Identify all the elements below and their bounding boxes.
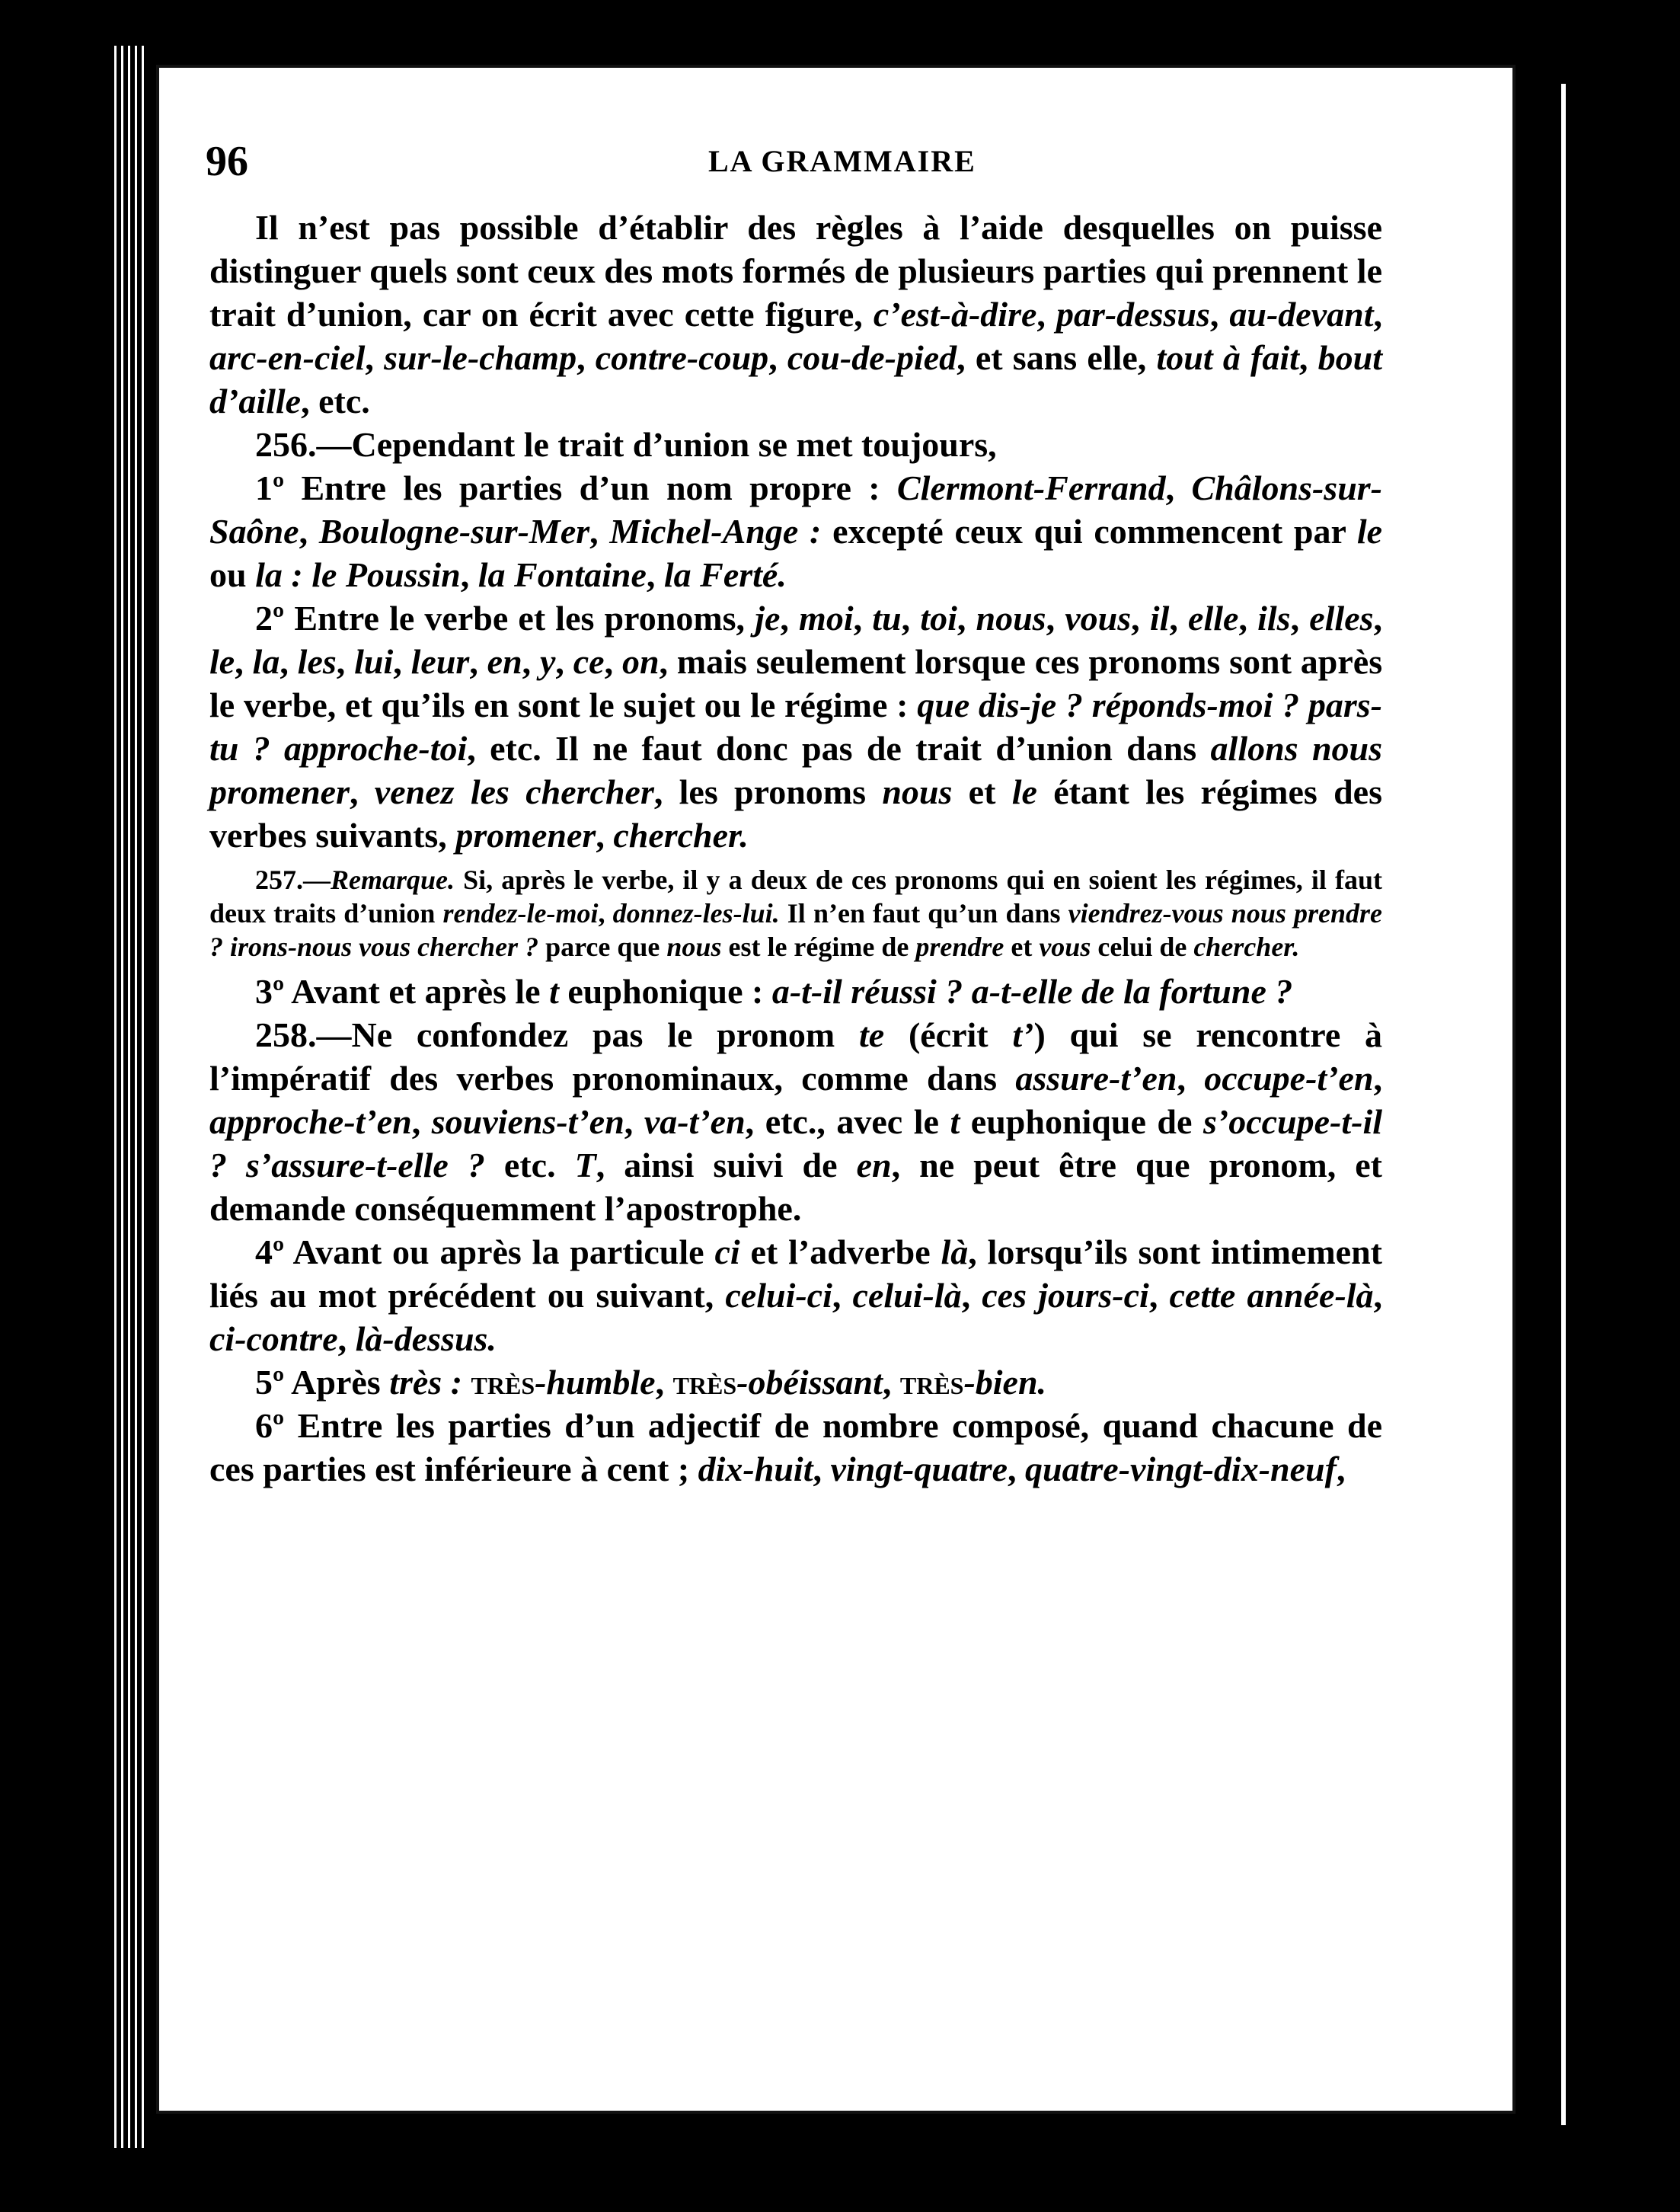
italic-text: au-devant — [1229, 295, 1374, 334]
text-run: , — [646, 555, 664, 594]
italic-text: va-t’en — [644, 1102, 746, 1141]
text-run: 5º Après — [255, 1363, 390, 1402]
text-run: etc. — [484, 1146, 575, 1184]
italic-text: prendre — [915, 932, 1004, 962]
italic-text: Clermont-Ferrand — [896, 468, 1166, 507]
text-run: , — [853, 599, 873, 638]
italic-text: occupe-t’en — [1204, 1059, 1374, 1098]
text-run: , — [337, 1319, 356, 1358]
paragraph-rule-2 — [209, 596, 1382, 857]
text-run: , — [336, 642, 355, 681]
text-run: , — [1238, 599, 1258, 638]
italic-text: venez les chercher — [374, 772, 654, 811]
italic-text: contre-coup — [595, 338, 769, 377]
text-run: , mais seulement lorsque ces pronoms sont après le verbe, et qu’ils en sont le sujet ou le régime : — [209, 642, 1383, 724]
italic-text: lui — [354, 642, 394, 681]
text-run: 6º Entre les parties d’un adjectif de nombre composé, quand chacune de ces parties est inférieure à cent ; — [209, 1406, 1382, 1488]
italic-text: leur — [410, 642, 470, 681]
italic-text: le — [1356, 512, 1383, 551]
italic-text: donnez-les-lui. — [612, 898, 780, 929]
page-header — [206, 137, 1394, 198]
italic-text: chercher. — [1193, 932, 1300, 962]
text-run: parce que — [538, 932, 667, 962]
italic-text: en — [487, 642, 522, 681]
italic-text: très : — [389, 1363, 463, 1402]
text-run: euphonique de — [960, 1102, 1203, 1141]
text-run: , lorsqu’ils sont intimement liés au mot précédent ou suivant, — [209, 1232, 1382, 1315]
text-run: , — [235, 642, 253, 681]
text-run: , — [1336, 1450, 1346, 1488]
text-run: , — [577, 338, 596, 377]
italic-text: viendrez-vous nous prendre ? irons-nous vous chercher ? — [209, 898, 1382, 962]
italic-text: -humble — [535, 1363, 656, 1402]
italic-text: que dis-je ? réponds-moi ? pars-tu ? approche-toi — [209, 686, 1382, 768]
page-body — [209, 206, 1382, 1491]
italic-text: Boulogne-sur-Mer — [318, 512, 590, 551]
italic-text: dix-huit — [698, 1450, 813, 1488]
text-run: , — [1373, 295, 1383, 334]
italic-text: nous — [882, 772, 953, 811]
italic-text: souviens-t’en — [431, 1102, 624, 1141]
text-run: 4º Avant ou après la particule — [255, 1232, 715, 1271]
paragraph-256 — [209, 423, 1382, 466]
italic-text: celui-ci — [725, 1276, 832, 1315]
italic-text: toi — [920, 599, 957, 638]
text-run: , — [555, 642, 573, 681]
italic-text: celui-là — [852, 1276, 962, 1315]
text-run: , — [1373, 1059, 1383, 1098]
italic-text: c’est-à-dire — [873, 295, 1037, 334]
text-run: , — [469, 642, 487, 681]
italic-text: Remarque. — [331, 865, 455, 895]
italic-text: promener — [455, 816, 596, 855]
text-run: , — [460, 555, 478, 594]
text-run: 1º Entre les parties d’un nom propre : — [255, 468, 897, 507]
text-run: , — [1008, 1450, 1026, 1488]
text-run: 2º Entre le verbe et les pronoms, — [255, 599, 755, 638]
text-run — [462, 1363, 471, 1402]
text-run: ) qui se rencontre à l’impératif des verbes pronominaux, comme dans — [209, 1015, 1382, 1098]
text-run: , — [365, 338, 385, 377]
italic-text: je — [755, 599, 781, 638]
text-run: , — [832, 1276, 853, 1315]
italic-text: a-t-il réussi ? a-t-elle de la fortune ? — [771, 972, 1293, 1011]
italic-text: t’ — [1012, 1015, 1034, 1054]
italic-text: là-dessus. — [355, 1319, 497, 1358]
text-run: 256.—Cependant le trait d’union se met toujours, — [255, 425, 997, 464]
italic-text: quatre-vingt-dix-neuf — [1025, 1450, 1337, 1488]
italic-text: tu — [872, 599, 902, 638]
italic-text: la Fontaine — [477, 555, 647, 594]
text-run: excepté ceux qui commencent par — [821, 512, 1357, 551]
text-run: celui de — [1091, 932, 1194, 962]
text-run: , les pronoms — [653, 772, 883, 811]
italic-text: là — [941, 1232, 969, 1271]
italic-text: cette année-là — [1169, 1276, 1374, 1315]
text-run: Il n’en faut qu’un dans — [779, 898, 1068, 929]
italic-text: chercher. — [613, 816, 749, 855]
italic-text: vous — [1065, 599, 1132, 638]
text-run: , — [1298, 338, 1318, 377]
italic-text: -obéissant — [736, 1363, 883, 1402]
text-run: (écrit — [884, 1015, 1013, 1054]
italic-text: t — [549, 972, 559, 1011]
text-run: , — [604, 642, 622, 681]
text-run: ou — [209, 555, 256, 594]
text-run: , — [655, 1363, 673, 1402]
text-run: , — [901, 599, 921, 638]
italic-text: tout à fait — [1156, 338, 1299, 377]
italic-text: par-dessus — [1056, 295, 1210, 334]
text-run: , — [624, 1102, 644, 1141]
italic-text: -bien. — [963, 1363, 1047, 1402]
text-run: , — [596, 816, 614, 855]
italic-text: cou-de-pied — [787, 338, 957, 377]
text-run: , — [1209, 295, 1230, 334]
italic-text: y — [540, 642, 556, 681]
text-run: , — [957, 599, 976, 638]
text-run: , — [411, 1102, 432, 1141]
small-caps-text: très — [899, 1363, 964, 1402]
italic-text: allons nous promener — [209, 729, 1383, 811]
italic-text: nous — [666, 932, 722, 962]
italic-text: Châlons-sur-Saône — [209, 468, 1383, 551]
italic-text: Michel-Ange : — [609, 512, 822, 551]
italic-text: nous — [976, 599, 1046, 638]
text-run: , — [961, 1276, 982, 1315]
paragraph-rule-3 — [209, 970, 1382, 1013]
paragraph-rule-1 — [209, 466, 1382, 596]
italic-text: elle — [1188, 599, 1239, 638]
text-run: , — [1290, 599, 1310, 638]
italic-text: arc-en-ciel — [209, 338, 366, 377]
text-run: , ne peut être que pronom, et demande conséquemment l’apostrophe. — [209, 1146, 1382, 1228]
text-run: , ainsi suivi de — [596, 1146, 857, 1184]
text-run: , — [350, 772, 375, 811]
paragraph-257-remark — [209, 863, 1382, 964]
italic-text: t — [950, 1102, 960, 1141]
text-run: , — [393, 642, 411, 681]
italic-text: T — [574, 1146, 596, 1184]
italic-text: la : le Poussin — [255, 555, 461, 594]
text-run: est le régime de — [721, 932, 916, 962]
text-run: , — [1177, 1059, 1205, 1098]
italic-text: elles — [1309, 599, 1374, 638]
italic-text: en — [856, 1146, 892, 1184]
text-run: , — [522, 642, 540, 681]
italic-text: assure-t’en — [1015, 1059, 1177, 1098]
text-run: , — [1169, 599, 1189, 638]
italic-text: vous — [1039, 932, 1091, 962]
text-run: Il n’est pas possible d’établir des règles à l’aide desquelles on puisse distinguer quels sont ceux des mots formés de plusieurs parties qui prennent le trait d’union, car on écrit avec cette figure, — [209, 208, 1382, 334]
text-run: 257.— — [255, 865, 331, 895]
italic-text: la Ferté. — [663, 555, 787, 594]
text-run: , — [1165, 468, 1192, 507]
paragraph-rule-6 — [209, 1404, 1382, 1491]
text-run: , etc. Il ne faut donc pas de trait d’union dans — [467, 729, 1211, 768]
italic-text: ci-contre — [209, 1319, 338, 1358]
italic-text: te — [858, 1015, 885, 1054]
text-run: , — [1036, 295, 1056, 334]
small-caps-text: très — [672, 1363, 737, 1402]
text-run: , etc., avec le — [745, 1102, 950, 1141]
text-run: , — [780, 599, 800, 638]
text-run: Si, après le verbe, il y a deux de ces pronoms qui en soient les régimes, il faut deux traits d’union — [209, 865, 1382, 929]
page-stack-edge — [114, 46, 146, 2148]
text-run: et — [952, 772, 1012, 811]
text-run: , — [589, 512, 610, 551]
text-run: , — [882, 1363, 900, 1402]
italic-text: moi — [799, 599, 854, 638]
text-run: , — [1046, 599, 1065, 638]
text-run: et — [1004, 932, 1040, 962]
text-run: , — [279, 642, 298, 681]
text-run: , — [299, 512, 319, 551]
italic-text: ils — [1257, 599, 1291, 638]
text-run: , — [813, 1450, 831, 1488]
scan-border — [1523, 0, 1680, 2212]
text-run: , — [598, 898, 613, 929]
text-run: 258.—Ne confondez pas le pronom — [255, 1015, 859, 1054]
italic-text: approche-t’en — [209, 1102, 412, 1141]
italic-text: ce — [573, 642, 605, 681]
italic-text: s’occupe-t-il ? s’assure-t-elle ? — [209, 1102, 1382, 1184]
text-run: , et sans elle, — [957, 338, 1157, 377]
text-run: , — [1373, 1276, 1383, 1315]
text-run: , — [1373, 599, 1383, 638]
italic-text: le — [209, 642, 235, 681]
paragraph-258 — [209, 1013, 1382, 1230]
small-caps-text: très — [471, 1363, 535, 1402]
italic-text: sur-le-champ — [384, 338, 577, 377]
text-run: et l’adverbe — [739, 1232, 941, 1271]
text-run: euphonique : — [558, 972, 772, 1011]
italic-text: la — [252, 642, 280, 681]
italic-text: vingt-quatre — [830, 1450, 1008, 1488]
paragraph-rule-5 — [209, 1360, 1382, 1404]
text-run: , — [768, 338, 787, 377]
italic-text: ci — [714, 1232, 740, 1271]
page-number: 96 — [206, 138, 248, 185]
text-run: , — [1148, 1276, 1170, 1315]
italic-text: ces jours-ci — [982, 1276, 1149, 1315]
paragraph-rule-4 — [209, 1230, 1382, 1360]
text-run: étant les régimes des verbes suivants, — [209, 772, 1382, 855]
italic-text: les — [297, 642, 337, 681]
italic-text: on — [621, 642, 660, 681]
italic-text: le — [1011, 772, 1037, 811]
paragraph-intro — [209, 206, 1382, 423]
italic-text: bout d’aille — [209, 338, 1382, 420]
text-run: , etc. — [301, 382, 370, 420]
text-run: , — [1131, 599, 1150, 638]
running-title: LA GRAMMAIRE — [708, 144, 976, 178]
italic-text: il — [1149, 599, 1170, 638]
italic-text: rendez-le-moi — [442, 898, 599, 929]
text-run: 3º Avant et après le — [255, 972, 550, 1011]
